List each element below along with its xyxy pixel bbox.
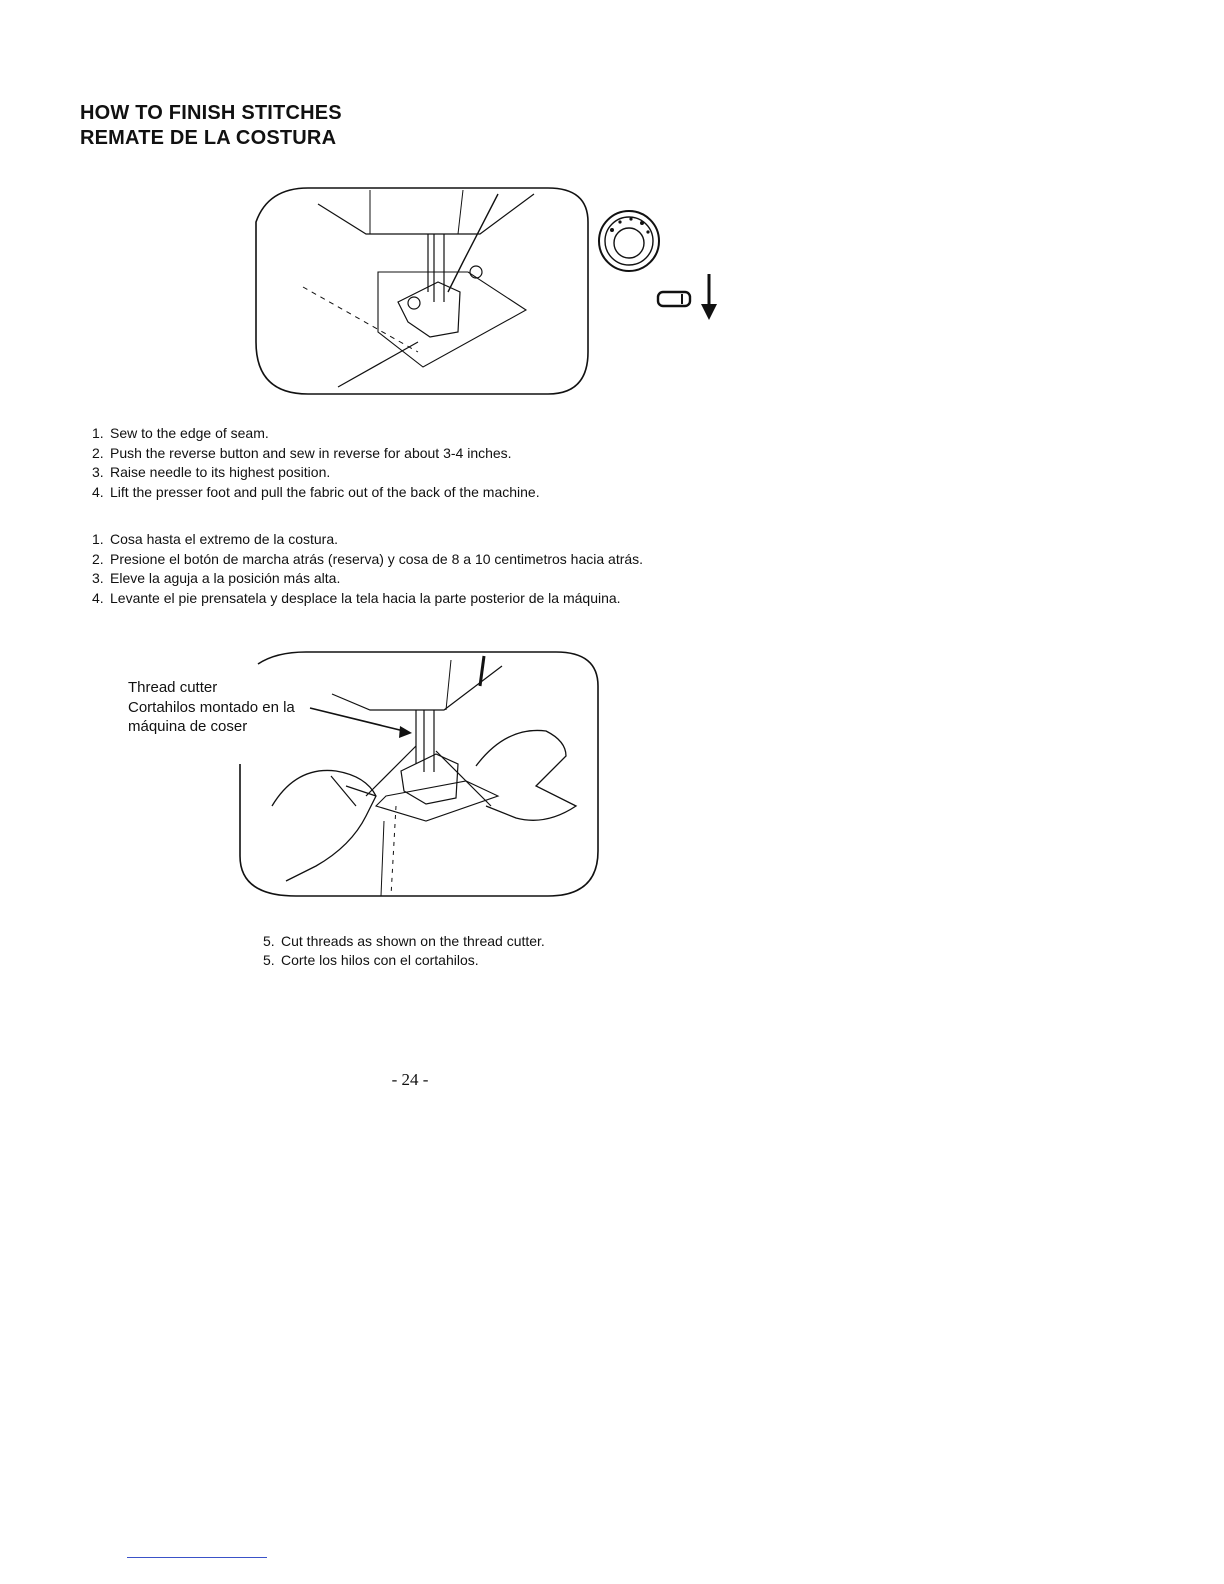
step5-instructions: [263, 932, 545, 970]
list-item: 3. Eleve la aguja a la posición más alta.: [92, 570, 341, 587]
list-item: 5. Corte los hilos con el cortahilos.: [263, 952, 479, 968]
instructions-es: [92, 530, 643, 608]
list-item: 2. Presione el botón de marcha atrás (reserva) y cosa de 8 a 10 centimetros hacia atrás.: [92, 550, 644, 567]
page-number: - 24 -: [391, 1070, 429, 1089]
list-item: 1. Sew to the edge of seam.: [92, 425, 269, 441]
page-title-en: HOW TO FINISH STITCHES: [80, 102, 342, 124]
page-title-es: REMATE DE LA COSTURA: [80, 127, 337, 149]
list-item: 1. Cosa hasta el extremo de la costura.: [92, 531, 339, 547]
sew-edge-illustration: [248, 182, 594, 400]
reverse-button-icon: [654, 272, 726, 324]
footer-divider: [127, 1557, 267, 1558]
thread-cutter-callout: Thread cutter Cortahilos montado en la máquina de coser: [128, 679, 295, 735]
stitch-dial-icon: [596, 208, 662, 274]
list-item: 3. Raise needle to its highest position.: [92, 464, 331, 481]
list-item: 2. Push the reverse button and sew in reverse for about 3-4 inches.: [92, 444, 512, 461]
list-item: 4. Levante el pie prensatela y desplace la tela hacia la parte posterior de la máquina.: [92, 589, 621, 606]
instructions-en: [92, 424, 540, 502]
list-item: 5. Cut threads as shown on the thread cutter.: [263, 933, 545, 949]
list-item: 4. Lift the presser foot and pull the fabric out of the back of the machine.: [92, 483, 540, 500]
